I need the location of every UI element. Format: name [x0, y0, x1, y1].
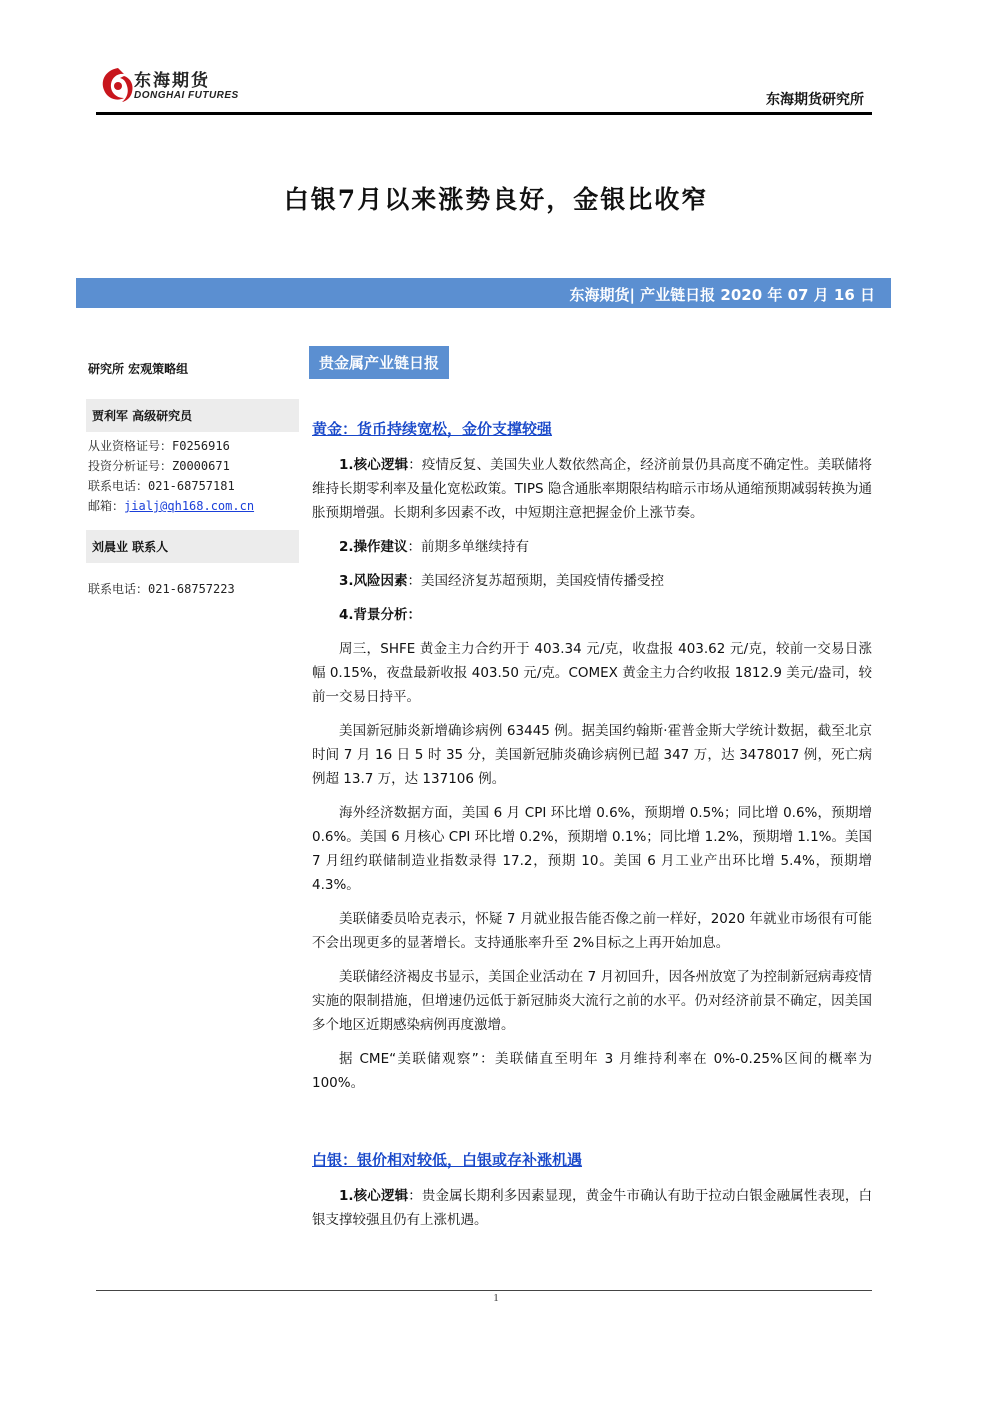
analyst-phone: 联系电话：021-68757181	[88, 479, 235, 493]
gold-background-para-2: 美国新冠肺炎新增确诊病例 63445 例。据美国约翰斯·霍普金斯大学统计数据，截至北京时间 7 月 16 日 5 时 35 分，美国新冠肺炎确诊病例已超 347 万，达 3478017 例，死亡病例超 13.7 万，达 137106 例。	[312, 723, 872, 787]
gold-core-label: 1.核心逻辑	[339, 457, 409, 473]
gold-background-para-3: 海外经济数据方面，美国 6 月 CPI 环比增 0.6%，预期增 0.5%；同比增 0.6%，预期增 0.6%。美国 6 月核心 CPI 环比增 0.2%，预期增 0.1%；同比增 1.2%，预期增 1.1%。美国 7 月纽约联储制造业指数录得 17.2，预期 10。美国 6 月工业产出环比增 5.4%，预期增 4.3%。	[312, 805, 872, 893]
report-content	[312, 418, 872, 1242]
gold-background-para-5: 美联储经济褐皮书显示，美国企业活动在 7 月初回升，因各州放宽了为控制新冠病毒疫情实施的限制措施，但增速仍远低于新冠肺炎大流行之前的水平。仍对经济前景不确定，因美国多个地区近期感染病例再度激增。	[312, 969, 872, 1033]
silver-core-logic	[312, 1184, 872, 1232]
logo-en-text: DONGHAI FUTURES	[134, 90, 239, 101]
gold-operation	[312, 535, 872, 559]
gold-core-logic	[312, 453, 872, 525]
gold-core-text: ：疫情反复、美国失业人数依然高企，经济前景仍具高度不确定性。美联储将维持长期零利率及量化宽松政策。TIPS 隐含通胀率期限结构暗示市场从通缩预期减弱转换为通胀预期增强。长期利多因素不改，中短期注意把握金价上涨节奏。	[312, 457, 872, 521]
analyst-email-row	[86, 496, 299, 516]
analyst-name: 贾利军 高级研究员	[86, 399, 299, 432]
gold-risk-text: ：美国经济复苏超预期，美国疫情传播受控	[407, 573, 665, 589]
header-divider	[96, 112, 872, 115]
email-link[interactable]: jialj@qh168.com.cn	[124, 499, 255, 513]
investment-number: 投资分析证号：Z0000671	[88, 459, 230, 473]
contact-phone: 联系电话：021-68757223	[88, 582, 235, 596]
silver-core-text: ：贵金属长期利多因素显现，黄金牛市确认有助于拉动白银金融属性表现，白银支撑较强且仍有上涨机遇。	[312, 1188, 872, 1228]
page-number: 1	[493, 1292, 499, 1304]
logo-cn-text: 东海期货	[134, 71, 210, 91]
research-group: 研究所 宏观策略组	[86, 352, 299, 385]
author-sidebar	[86, 352, 299, 599]
section-tag: 贵金属产业链日报	[309, 346, 449, 379]
gold-section-title: 黄金：货币持续宽松，金价支撑较强	[312, 420, 553, 438]
qualification-number: 从业资格证号：F0256916	[88, 439, 230, 453]
email-label: 邮箱：	[88, 499, 125, 513]
gold-background-label: 4.背景分析：	[339, 607, 422, 623]
gold-risk	[312, 569, 872, 593]
contact-name: 刘晨业 联系人	[86, 530, 299, 563]
silver-section-title: 白银：银价相对较低，白银或存补涨机遇	[312, 1151, 583, 1169]
gold-risk-label: 3.风险因素	[339, 573, 408, 589]
gold-operation-label: 2.操作建议	[339, 539, 408, 555]
banner-text: 东海期货| 产业链日报 2020 年 07 月 16 日	[569, 286, 875, 304]
gold-background-para-1: 周三，SHFE 黄金主力合约开于 403.34 元/克，收盘报 403.62 元/克，较前一交易日涨幅 0.15%，夜盘最新收报 403.50 元/克。COMEX 黄金主力合约收报 1812.9 美元/盎司，较前一交易日持平。	[312, 641, 872, 705]
gold-operation-text: ：前期多单继续持有	[407, 539, 530, 555]
silver-core-label: 1.核心逻辑	[339, 1188, 409, 1204]
gold-background-heading	[312, 603, 872, 627]
page-title: 白银7月以来涨势良好，金银比收窄	[283, 185, 709, 214]
footer-divider	[96, 1290, 872, 1291]
institute-name: 东海期货研究所	[766, 92, 864, 108]
gold-background-para-6: 据 CME“美联储观察”：美联储直至明年 3 月维持利率在 0%-0.25%区间的概率为 100%。	[312, 1051, 872, 1091]
company-logo	[96, 64, 256, 110]
gold-background-para-4: 美联储委员哈克表示，怀疑 7 月就业报告能否像之前一样好，2020 年就业市场很有可能不会出现更多的显著增长。支持通胀率升至 2%目标之上再开始加息。	[312, 911, 872, 951]
report-banner	[76, 278, 891, 308]
